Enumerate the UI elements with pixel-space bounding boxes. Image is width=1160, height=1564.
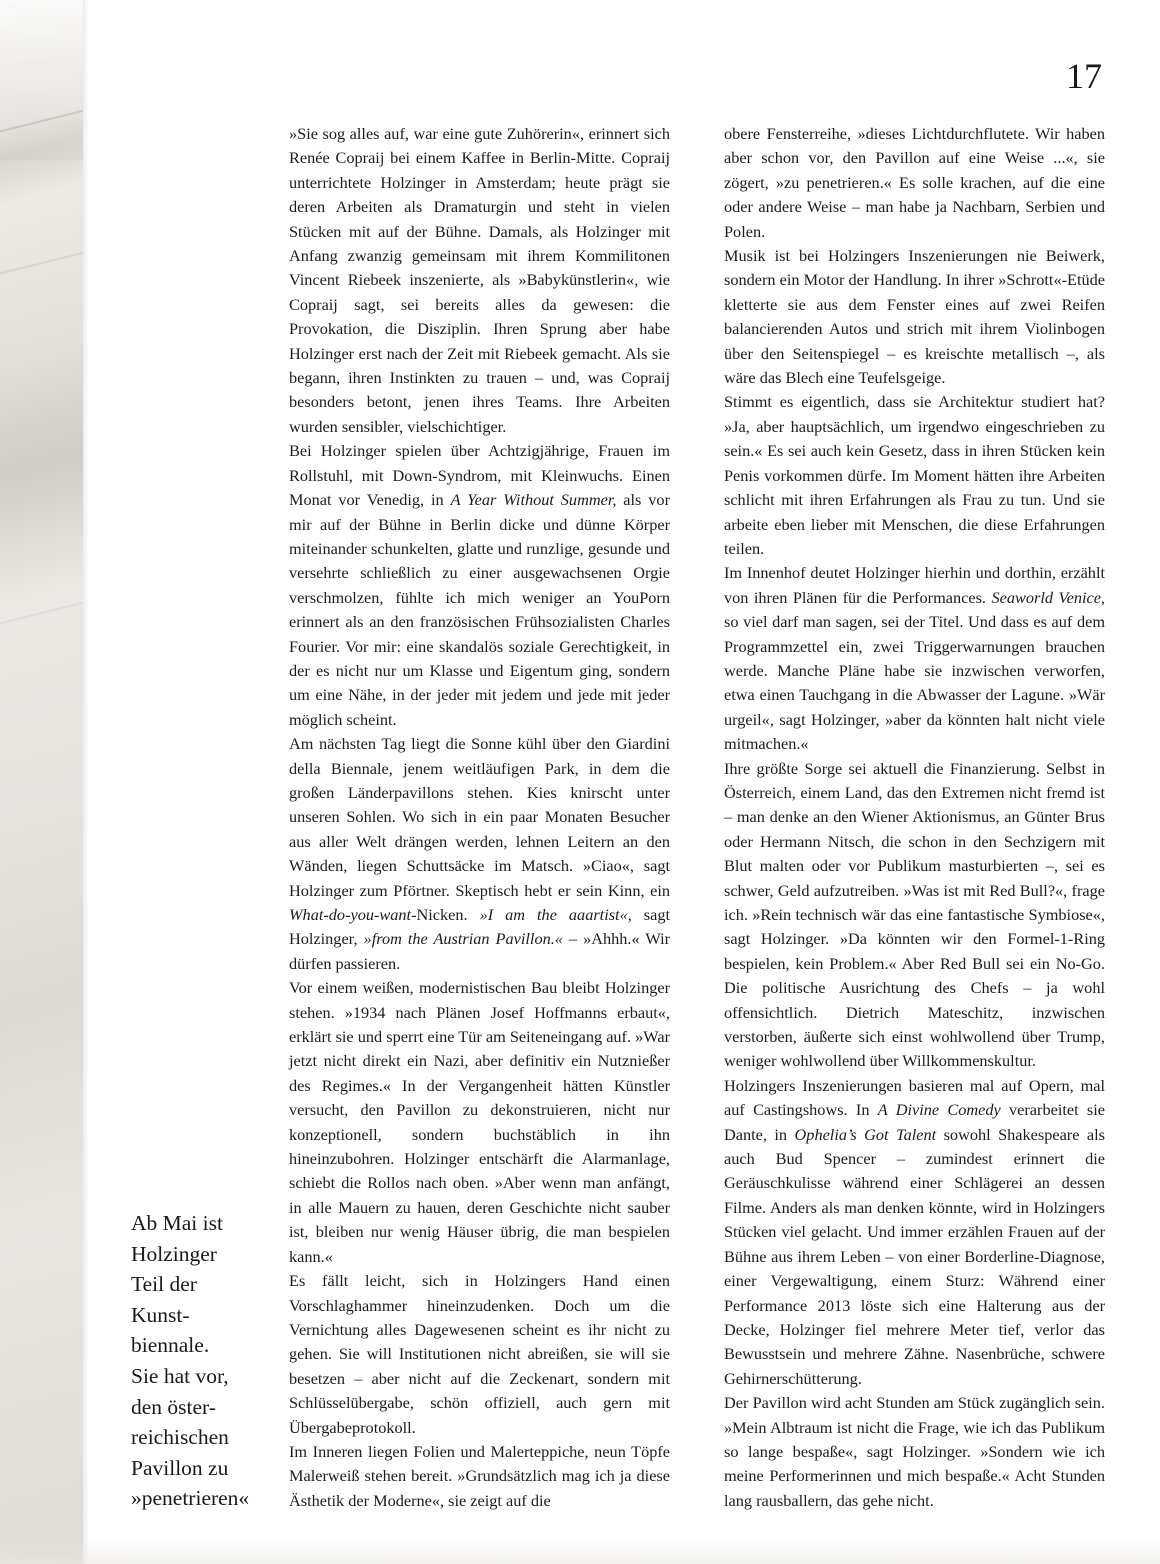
paragraph-text: sowohl Shakespeare als auch Bud Spencer – zumindest erinnert die Geräuschkulisse während einer Schlägerei an dessen Filme. Anders als man denken könnte, wird in Holzingers Stücken viel gelacht. Und immer erzählen Frauen auf der Bühne aus ihrem Leben – von einer Borderline-Diagnose, einer Vergewaltigung, einem Sturz: Während einer Performance 2013 löste sich eine Halterung aus der Decke, Holzinger fiel mehrere Meter tief, verlor das Bewusstsein und mehrere Zähne. Nasenbrüche, schwere Gehirnerschütterung.: [724, 1124, 1106, 1388]
article-column-right: [724, 122, 1105, 1513]
paragraph-text: so viel darf man sagen, sei der Titel. Und dass es auf dem Programmzettel ein, zwei Triggerwarnungen brauchen werde. Manche Pläne habe sie inzwischen verworfen, etwa einen Tauchgang in die Abwasser der Lagune. »Wär urgeil«, sagt Holzinger, »aber da könnten halt nicht viele mitmachen.«: [724, 612, 1105, 754]
paragraph: [724, 1074, 1105, 1391]
paragraph: [289, 732, 670, 976]
pullquote-line: Sie hat vor,: [131, 1363, 229, 1388]
paragraph: Im Inneren liegen Folien und Malerteppiche, neun Töpfe Malerweiß stehen bereit. »Grundsätzlich mag ich ja diese Ästhetik der Moderne«, sie zeigt auf die: [289, 1441, 670, 1510]
paragraph-text: -Nicken.: [411, 905, 480, 924]
paragraph-text: Bei Holzinger spielen über Achtzigjährige, Frauen im Rollstuhl, mit Down-Syndrom, mit Kleinwuchs. Einen Monat vor Venedig, in: [289, 441, 670, 510]
paragraph: [289, 439, 670, 732]
photo-shadow-line: [0, 243, 83, 279]
paragraph: Der Pavillon wird acht Stunden am Stück zugänglich sein. »Mein Albtraum ist nicht die Frage, wie ich das Publikum so lange bespaße«, sagt Holzinger. »Sondern wie ich meine Performerinnen und mich bespaße.« Acht Stunden lang rausballern, das gehe nicht.: [724, 1393, 1105, 1510]
page-bottom-shadow: [0, 1538, 1160, 1564]
work-title: A Divine Comedy: [877, 1100, 1001, 1120]
pullquote: [131, 1208, 271, 1514]
pullquote-line: Pavillon zu: [131, 1455, 229, 1480]
paragraph: Ihre größte Sorge sei aktuell die Finanzierung. Selbst in Österreich, einem Land, das den Extremen nicht fremd ist – man denke an den Wiener Aktionismus, an Günter Brus oder Hermann Nitsch, die schon in den Sechzigern mit Blut malten oder vor Publikum masturbierten –, sei es schwer, Geld aufzutreiben. »Was ist mit Red Bull?«, frage ich. »Rein technisch wär das eine fantastische Symbiose«, sagt Holzinger. »Da könnten wir den Formel-1-Ring bespielen, kein Problem.« Aber Red Bull sei ein No-Go. Die politische Ausrichtung des Chefs – ja wohl offensichtlich. Dietrich Mateschitz, inzwischen verstorben, äußerte sich einst wohlwollend über Trump, weniger wohlwollend über Willkommenskultur.: [724, 758, 1105, 1071]
photo-highlight: [0, 0, 83, 160]
paragraph: »Sie sog alles auf, war eine gute Zuhörerin«, erinnert sich Renée Copraij bei einem Kaffee in Berlin-Mitte. Copraij unterrichtete Holzinger in Amsterdam; heute prägt sie deren Arbeiten als Dramaturgin und steht in vielen Stücken mit auf der Bühne. Damals, als Holzinger mit Anfang zwanzig gemeinsam mit ihrem Kommilitonen Vincent Riebeek inszenierte, als »Babykünstlerin«, wie Copraij sagt, sei bereits alles da gewesen: die Provokation, die Disziplin. Ihren Sprung aber habe Holzinger erst nach der Zeit mit Riebeek gemacht. Als sie begann, ihren Instinkten zu trauen – und, was Copraij besonders betont, jenen ihres Teams. Ihre Arbeiten wurden sensibler, vielschichtiger.: [289, 124, 670, 436]
paragraph-text: verarbeitet sie Dante, in: [724, 1100, 1105, 1144]
italic-quote: »I am the aaartist«,: [479, 905, 632, 924]
pullquote-line: Holzinger: [131, 1241, 217, 1266]
pullquote-line: Ab Mai ist: [131, 1211, 223, 1235]
paragraph-text: sagt Holzinger,: [289, 905, 671, 949]
photo-strip: [0, 0, 83, 1564]
paragraph: Stimmt es eigentlich, dass sie Architektur studiert hat? »Ja, aber hauptsächlich, um irgendwo eingeschrieben zu sein.« Es sei auch kein Gesetz, dass in ihren Stücken kein Penis vorkommen dürfe. Im Moment hätten ihre Arbeiten schlicht mit ihren Erfahrungen als Frau zu tun. Und sie arbeite eben lieber mit Menschen, die diese Erfahrungen teilen.: [724, 392, 1105, 558]
pullquote-line: den öster-: [131, 1394, 216, 1419]
photo-shadow-line: [0, 593, 83, 629]
paragraph: [724, 561, 1105, 756]
pullquote-line: Kunst-: [131, 1302, 190, 1327]
photo-edge-shadow: [83, 0, 89, 1564]
paragraph: Musik ist bei Holzingers Inszenierungen nie Beiwerk, sondern ein Motor der Handlung. In ihrer »Schrott«-Etüde kletterte sie aus dem Fenster eines auf zwei Reifen balancierenden Autos und strich mit ihrem Violinbogen über den Seitenspiegel – es kreischte metallisch –, als wäre das Blech eine Teufelsgeige.: [724, 246, 1105, 388]
paragraph-text: Holzingers Inszenierungen basieren mal auf Opern, mal auf Castingshows. In: [724, 1075, 1105, 1120]
page-number: 17: [1066, 56, 1102, 96]
paragraph-text: Am nächsten Tag liegt die Sonne kühl über den Giardini della Biennale, jenem weitläufigen Park, in dem die großen Länderpavillons stehen. Kies knirscht unter unseren Sohlen. Wo sich in ein paar Monaten Besucher aus aller Welt drängen werden, lehnen Leitern an den Wänden, liegen Schuttsäcke im Matsch. »Ciao«, sagt Holzinger zum Pförtner. Skeptisch hebt er sein Kinn, ein: [289, 734, 670, 900]
work-title: A Year Without Summer,: [450, 490, 617, 510]
pullquote-line: biennale.: [131, 1333, 210, 1358]
article-column-left: [289, 122, 670, 1513]
paragraph: Vor einem weißen, modernistischen Bau bleibt Holzinger stehen. »1934 nach Plänen Josef Hoffmanns erbaut«, erklärt sie und sperrt eine Tür am Seiteneingang auf. »War jetzt nicht direkt ein Nazi, aber definitiv ein Nutznießer des Regimes.« In der Vergangenheit hätten Künstler versucht, den Pavillon zu dekonstruieren, nicht nur konzeptionell, sondern buchstäblich in ihn hineinzubohren. Holzinger entschärft die Alarmanlage, schiebt die Rollos nach oben. »Aber wenn man anfängt, in alle Mauern zu hauen, deren Geschichte nicht sauber ist, bleiben nur wenig Häuser übrig, die man bespielen kann.«: [289, 978, 670, 1266]
paragraph: obere Fensterreihe, »dieses Lichtdurchflutete. Wir haben aber schon vor, den Pavillon auf eine Weise ...«, sie zögert, »zu penetrieren.« Es solle krachen, auf die eine oder andere Weise – man habe ja Nachbarn, Serbien und Polen.: [724, 124, 1105, 241]
pullquote-line: »penetrieren«: [131, 1486, 250, 1511]
work-title: Ophelia’s Got Talent: [794, 1124, 937, 1144]
work-title: Seaworld Venice,: [991, 587, 1105, 607]
italic-phrase: What-do-you-want: [289, 905, 412, 924]
pullquote-line: Teil der: [131, 1272, 197, 1297]
paragraph: Es fällt leicht, sich in Holzingers Hand einen Vorschlaghammer hineinzudenken. Doch um die Vernichtung alles Dagewesenen scheint es ihr nicht zu gehen. Sie will Institutionen nicht abreißen, sie will sie besetzen – aber nicht auf die Zeckenart, sondern mit Schlüsselübergabe, schön offiziell, auch gern mit Übergabeprotokoll.: [289, 1271, 670, 1437]
paragraph-text: als vor mir auf der Bühne in Berlin dicke und dünne Körper miteinander schunkelten, glatte und runzlige, gesunde und versehrte schließlich zu einer ausgewachsenen Orgie verschmolzen, fühlte ich mich weniger an YouPorn erinnert als an den französischen Frühsozialisten Charles Fourier. Vor mir: eine skandalös soziale Gerechtigkeit, in der es nicht nur um Klasse und Eigentum ging, sondern um eine Nähe, in der jeder mit jedem und jede mit jeder möglich scheint.: [289, 490, 670, 729]
paragraph-text: Im Innenhof deutet Holzinger hierhin und dorthin, erzählt von ihren Plänen für die Performances.: [724, 563, 1105, 607]
italic-quote: »from the Austrian Pavillon.«: [363, 929, 563, 949]
paragraph-text: – »Ahhh.« Wir dürfen passieren.: [289, 929, 671, 973]
pullquote-line: reichischen: [131, 1425, 229, 1450]
